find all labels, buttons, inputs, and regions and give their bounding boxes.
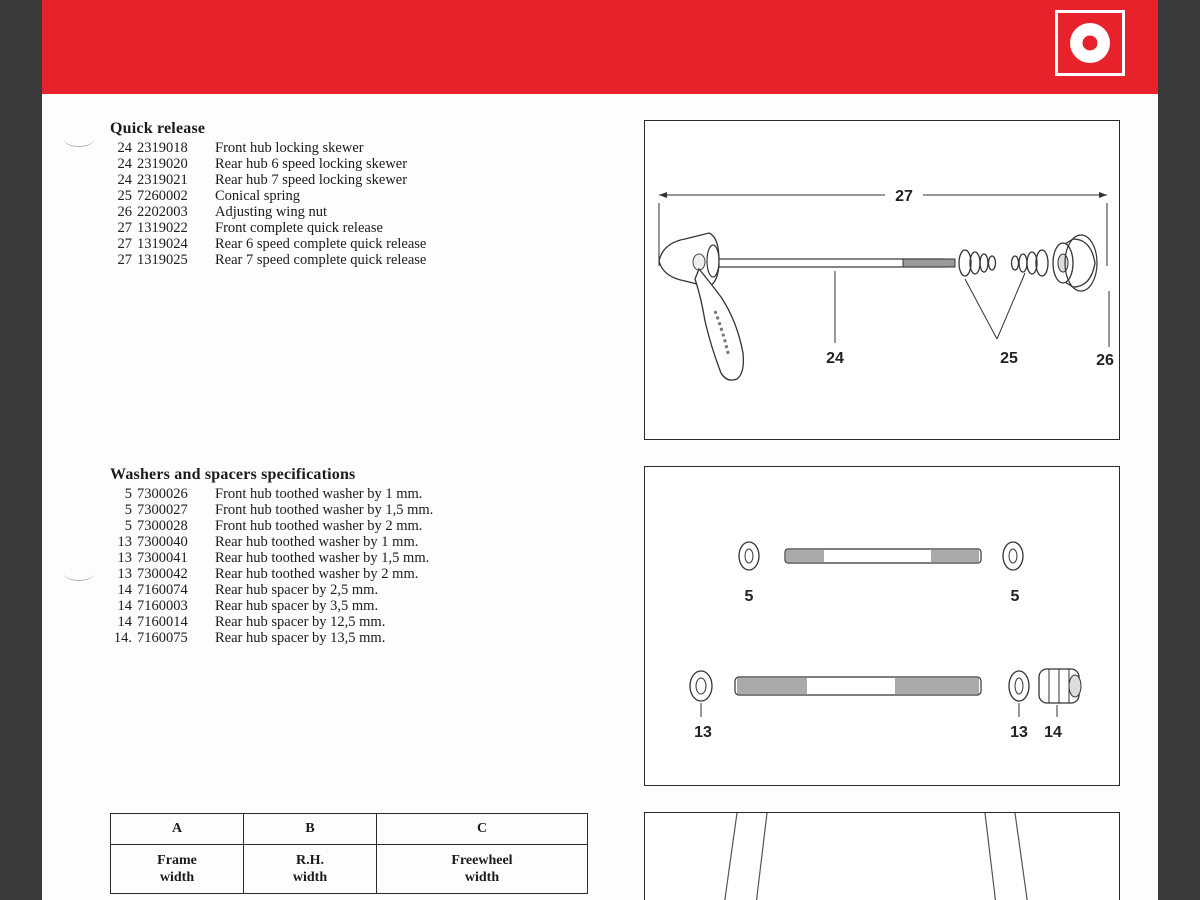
part-ref: 14. <box>113 630 132 646</box>
part-description: Rear hub spacer by 3,5 mm. <box>215 598 379 614</box>
part-ref: 14 <box>117 598 132 614</box>
label-24: 24 <box>826 350 844 367</box>
rh-width-label <box>244 845 377 894</box>
part-description: Rear hub 6 speed locking skewer <box>215 156 408 172</box>
washers-figure <box>644 466 1120 786</box>
part-row <box>110 550 433 566</box>
width-specification-table <box>110 813 588 894</box>
part-ref: 27 <box>117 220 132 236</box>
label-25: 25 <box>1000 350 1018 367</box>
part-ref: 26 <box>117 204 132 220</box>
part-description: Rear 6 speed complete quick release <box>215 236 427 252</box>
part-code: 2319018 <box>137 140 188 156</box>
part-description: Rear hub toothed washer by 2 mm. <box>215 566 419 582</box>
part-ref: 24 <box>117 172 132 188</box>
part-code: 7300028 <box>137 518 188 534</box>
washers-drawing <box>645 467 1119 785</box>
label-line: width <box>464 870 500 885</box>
washers-parts-list <box>110 486 433 646</box>
part-row <box>110 582 433 598</box>
part-code: 7300041 <box>137 550 188 566</box>
part-row <box>110 630 433 646</box>
part-row <box>110 598 433 614</box>
part-description: Rear hub spacer by 13,5 mm. <box>215 630 386 646</box>
part-code: 7300040 <box>137 534 188 550</box>
part-code: 2202003 <box>137 204 188 220</box>
part-description: Rear hub toothed washer by 1 mm. <box>215 534 419 550</box>
part-description: Conical spring <box>215 188 300 204</box>
quick-release-drawing <box>645 121 1119 439</box>
label-5-right: 5 <box>1010 588 1020 605</box>
binder-hole-mark <box>64 566 94 581</box>
part-ref: 14 <box>117 614 132 630</box>
part-code: 2319020 <box>137 156 188 172</box>
label-line: R.H. <box>296 853 324 868</box>
part-description: Front hub toothed washer by 1 mm. <box>215 486 423 502</box>
part-code: 7300026 <box>137 486 188 502</box>
quick-release-parts-list <box>110 140 426 268</box>
label-27: 27 <box>895 188 913 205</box>
part-row <box>110 252 426 268</box>
column-header-b: B <box>244 814 377 845</box>
part-ref: 13 <box>117 550 132 566</box>
header-bar <box>42 0 1158 94</box>
part-code: 1319025 <box>137 252 188 268</box>
part-description: Rear hub spacer by 2,5 mm. <box>215 582 379 598</box>
part-code: 7160074 <box>137 582 188 598</box>
part-row <box>110 502 433 518</box>
part-ref: 25 <box>117 188 132 204</box>
part-ref: 5 <box>124 486 132 502</box>
part-description: Adjusting wing nut <box>215 204 327 220</box>
part-ref: 24 <box>117 156 132 172</box>
target-logo-icon <box>1068 21 1112 65</box>
part-code: 7160014 <box>137 614 188 630</box>
label-14: 14 <box>1044 724 1062 741</box>
label-line: Frame <box>157 853 197 868</box>
part-description: Rear 7 speed complete quick release <box>215 252 427 268</box>
quick-release-section <box>110 120 426 268</box>
part-code: 1319022 <box>137 220 188 236</box>
part-ref: 14 <box>117 582 132 598</box>
part-row <box>110 188 426 204</box>
part-description: Rear hub 7 speed locking skewer <box>215 172 408 188</box>
part-ref: 24 <box>117 140 132 156</box>
label-26: 26 <box>1096 352 1114 369</box>
part-ref: 5 <box>124 502 132 518</box>
part-ref: 13 <box>117 566 132 582</box>
part-description: Rear hub toothed washer by 1,5 mm. <box>215 550 430 566</box>
washers-section <box>110 466 433 646</box>
manual-page <box>42 0 1158 900</box>
part-ref: 13 <box>117 534 132 550</box>
label-line: Freewheel <box>451 853 513 868</box>
quick-release-figure <box>644 120 1120 440</box>
part-row <box>110 220 426 236</box>
label-line: width <box>292 870 328 885</box>
frame-width-label <box>111 845 244 894</box>
part-code: 2319021 <box>137 172 188 188</box>
frame-width-drawing <box>645 813 1119 900</box>
part-code: 7260002 <box>137 188 188 204</box>
part-row <box>110 518 433 534</box>
part-code: 7160075 <box>137 630 188 646</box>
part-code: 7300027 <box>137 502 188 518</box>
part-description: Front hub toothed washer by 2 mm. <box>215 518 423 534</box>
part-ref: 27 <box>117 252 132 268</box>
label-5-left: 5 <box>744 588 754 605</box>
part-row <box>110 204 426 220</box>
column-header-a: A <box>111 814 244 845</box>
part-code: 1319024 <box>137 236 188 252</box>
label-13-right: 13 <box>1010 724 1028 741</box>
part-row <box>110 156 426 172</box>
label-line: width <box>159 870 195 885</box>
part-row <box>110 172 426 188</box>
part-row <box>110 486 433 502</box>
frame-width-figure <box>644 812 1120 900</box>
brand-logo <box>1055 10 1125 76</box>
part-ref: 27 <box>117 236 132 252</box>
part-row <box>110 534 433 550</box>
part-description: Front complete quick release <box>215 220 383 236</box>
label-13-left: 13 <box>694 724 712 741</box>
freewheel-width-label <box>377 845 588 894</box>
section-title: Washers and spacers specifications <box>110 466 356 483</box>
part-code: 7300042 <box>137 566 188 582</box>
part-row <box>110 614 433 630</box>
part-description: Front hub locking skewer <box>215 140 364 156</box>
part-ref: 5 <box>124 518 132 534</box>
section-title: Quick release <box>110 120 206 137</box>
binder-hole-mark <box>64 132 94 147</box>
part-code: 7160003 <box>137 598 188 614</box>
part-row <box>110 566 433 582</box>
part-description: Front hub toothed washer by 1,5 mm. <box>215 502 434 518</box>
part-row <box>110 140 426 156</box>
part-row <box>110 236 426 252</box>
part-description: Rear hub spacer by 12,5 mm. <box>215 614 386 630</box>
column-header-c: C <box>377 814 588 845</box>
